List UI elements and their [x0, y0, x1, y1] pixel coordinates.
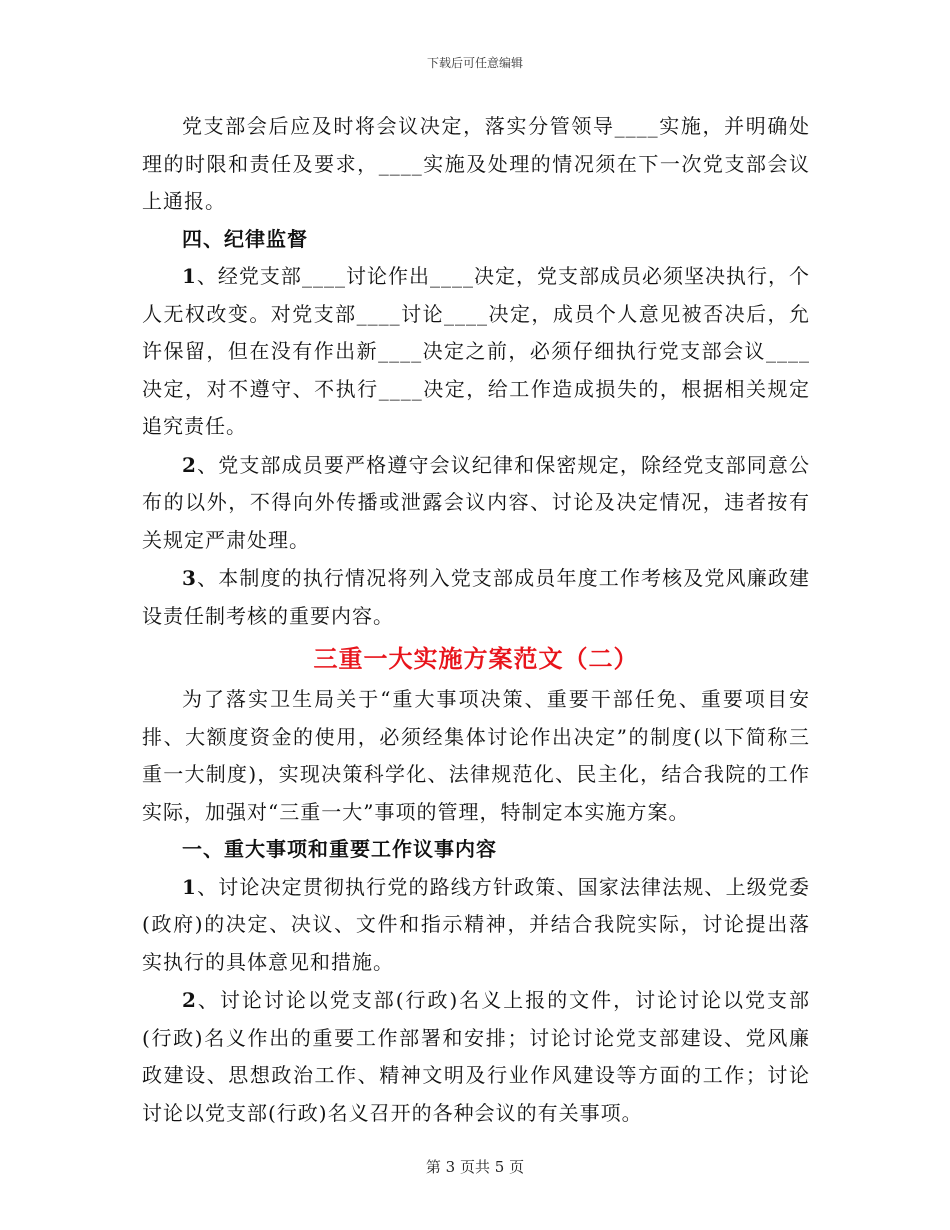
page-footer: 第 3 页共 5 页: [425, 1158, 525, 1176]
paragraph-text: 、党支部成员要严格遵守会议纪律和保密规定，除经党支部同意公布的以外，不得向外传播或泄露会议内容、讨论及决定情况，违者按有关规定严肃处理。: [142, 452, 810, 552]
paragraph-matters-1: [142, 869, 810, 982]
paragraph-text: 、讨论讨论以党支部(行政)名义上报的文件，讨论讨论以党支部(行政)名义作出的重要工作部署和安排；讨论讨论党支部建设、党风廉政建设、思想政治工作、精神文明及行业作风建设等方面的工作；讨论讨论以党支部(行政)名义召开的各种会议的有关事项。: [142, 988, 810, 1125]
paragraph-text: 、本制度的执行情况将列入党支部成员年度工作考核及党风廉政建设责任制考核的重要内容。: [142, 566, 810, 628]
item-number: 2: [182, 452, 197, 477]
section-heading-matters: 一、重大事项和重要工作议事内容: [182, 837, 497, 861]
item-number: 1: [182, 264, 197, 288]
paragraph-matters-2: [142, 982, 810, 1132]
paragraph-text: 、经党支部____讨论作出____决定，党支部成员必须坚决执行，个人无权改变。对党支部____讨论____决定，成员个人意见被否决后，允许保留，但在没有作出新____决定之前，必须仔细执行党支部会议____决定，对不遵守、不执行____决定，给工作造成损失的，根据相关规定追究责任。: [142, 264, 810, 438]
paragraph-discipline-1: [142, 258, 810, 446]
paragraph-discipline-2: [142, 447, 810, 560]
page-header: 下载后可任意编辑: [426, 56, 523, 70]
paragraph-text: 、讨论决定贯彻执行党的路线方针政策、国家法律法规、上级党委(政府)的决定、决议、文件和指示精神，并结合我院实际，讨论提出落实执行的具体意见和措施。: [142, 874, 810, 974]
paragraph-intro: 为了落实卫生局关于“重大事项决策、重要干部任免、重要项目安排、大额度资金的使用，必须经集体讨论作出决定”的制度(以下简称三重一大制度)，实现决策科学化、法律规范化、民主化，结合我院的工作实际，加强对“三重一大”事项的管理，特制定本实施方案。: [142, 687, 810, 824]
item-number: 3: [182, 566, 197, 590]
document-body: [142, 108, 810, 1132]
item-number: 2: [182, 988, 197, 1012]
paragraph-meeting-followup: 党支部会后应及时将会议决定，落实分管领导____实施，并明确处理的时限和责任及要求，____实施及处理的情况须在下一次党支部会议上通报。: [142, 114, 810, 213]
item-number: 1: [182, 874, 197, 899]
section-title: 三重一大实施方案范文（二）: [313, 644, 639, 673]
section-heading-discipline: 四、纪律监督: [182, 226, 308, 251]
paragraph-discipline-3: [142, 560, 810, 635]
